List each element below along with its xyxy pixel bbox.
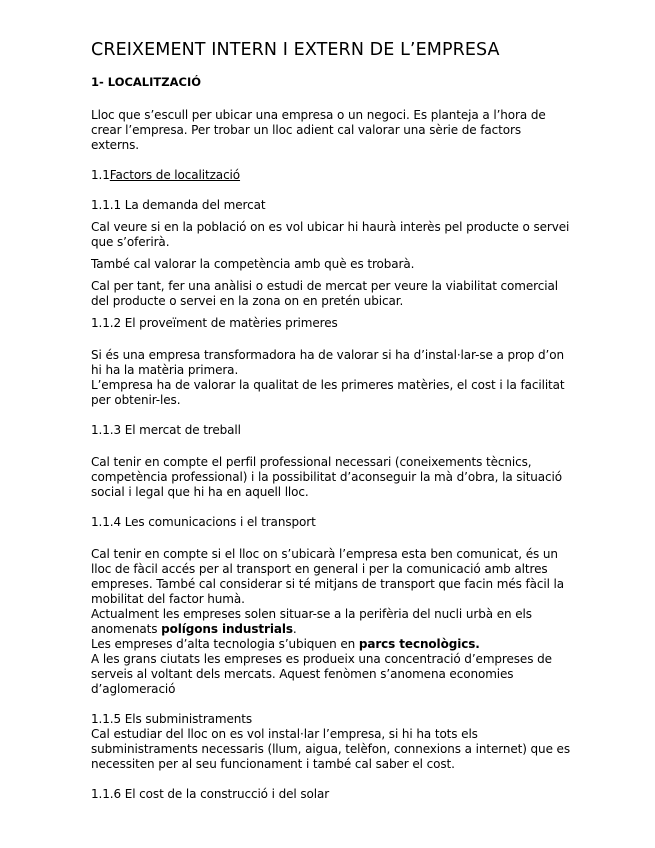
- comunicacions-paragraph-1: Cal tenir en compte si el lloc on s’ubicarà l’empresa esta ben comunicat, és un lloc de fàcil accés per al transport en general i per la comunicació amb altres empreses. També cal considerar si té mitjans de transport que facin més fàcil la mobilitat del factor humà.: [91, 546, 565, 606]
- intro-paragraph: Lloc que s’escull per ubicar una empresa o un negoci. Es planteja a l’hora de crear l’empresa. Per trobar un lloc adient cal valorar una sèrie de factors externs.: [91, 107, 546, 152]
- comunicacions-p2-end: .: [292, 621, 297, 636]
- subheading-construccio: 1.1.6 El cost de la construcció i del solar: [91, 786, 330, 801]
- subheading-comunicacions: 1.1.4 Les comunicacions i el transport: [91, 514, 316, 529]
- factors-number: 1.1: [91, 167, 110, 182]
- comunicacions-paragraph-4: A les grans ciutats les empreses es produeix una concentració d’empreses de serveis al voltant dels mercats. Aquest fenòmen s’anomena economies d’aglomeració: [91, 651, 552, 696]
- document-title: CREIXEMENT INTERN I EXTERN DE L’EMPRESA: [91, 40, 500, 60]
- factors-label: Factors de localització: [109, 167, 241, 182]
- subheading-demanda: 1.1.1 La demanda del mercat: [91, 197, 266, 212]
- materies-paragraph-2: L’empresa ha de valorar la qualitat de les primeres matèries, el cost i la facilitat per obtenir-les.: [91, 377, 565, 407]
- section-heading-localitzacio: 1- LOCALITZACIÓ: [91, 75, 201, 89]
- treball-paragraph-1: Cal tenir en compte el perfil professional necessari (coneixements tècnics, competència professional) i la possibilitat d’aconseguir la mà d’obra, la situació social i legal que hi ha en aquell lloc.: [91, 454, 563, 499]
- comunicacions-p2-text: Actualment les empreses solen situar-se a la perifèria del nucli urbà en els anomenats: [91, 606, 532, 636]
- materies-paragraph-1: Si és una empresa transformadora ha de valorar si ha d’instal·lar-se a prop d’on hi ha la matèria primera.: [91, 347, 564, 377]
- subheading-treball: 1.1.3 El mercat de treball: [91, 422, 241, 437]
- demanda-paragraph-2: També cal valorar la competència amb què es trobarà.: [91, 256, 415, 271]
- demanda-paragraph-3: Cal per tant, fer una anàlisi o estudi de mercat per veure la viabilitat comercial del producte o servei en la zona on en pretén ubicar.: [91, 278, 558, 308]
- subheading-materies: 1.1.2 El proveïment de matèries primeres: [91, 315, 338, 330]
- factors-heading: [91, 168, 571, 183]
- subheading-subministraments: 1.1.5 Els subministraments: [91, 711, 253, 726]
- demanda-paragraph-1: Cal veure si en la població on es vol ubicar hi haurà interès pel producte o servei que s’oferirà.: [91, 219, 570, 249]
- comunicacions-paragraph-2: [91, 607, 571, 637]
- comunicacions-p3-text: Les empreses d’alta tecnologia s’ubiquen en: [91, 636, 359, 651]
- document-page: [91, 40, 571, 802]
- subministraments-paragraph-1: Cal estudiar del lloc on es vol instal·lar l’empresa, si hi ha tots els subministraments necessaris (llum, aigua, telèfon, connexions a internet) que es necessiten per al seu funcionament i també cal saber el cost.: [91, 726, 570, 771]
- parcs-tecnologics-term: parcs tecnològics.: [358, 636, 480, 651]
- comunicacions-paragraph-3: [91, 637, 571, 652]
- poligons-industrials-term: polígons industrials: [161, 621, 293, 636]
